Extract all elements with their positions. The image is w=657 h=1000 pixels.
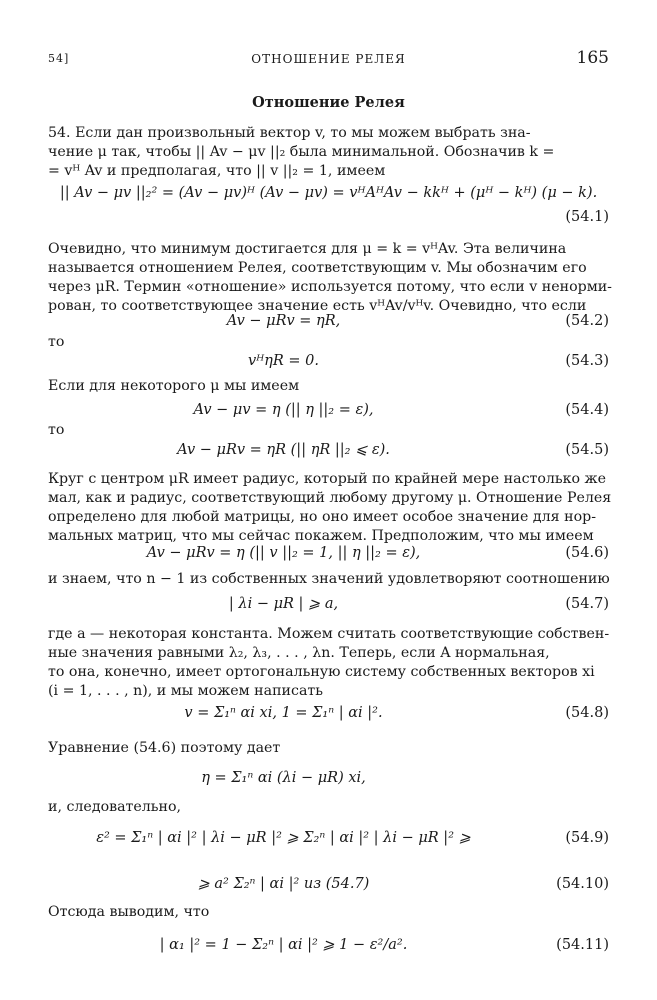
equation-number: (54.5): [565, 442, 609, 458]
equation-54-9: [48, 830, 609, 852]
text-line: (i = 1, . . . , n), и мы можем написать: [48, 683, 323, 699]
page-number: 165: [576, 48, 609, 68]
equation-number: (54.1): [565, 209, 609, 225]
paragraph-8: и, следовательно,: [48, 799, 182, 815]
equation-body: ⩾ a² Σ₂ⁿ | αi |² из (54.7): [197, 876, 370, 892]
paragraph-6: [48, 625, 609, 701]
equation-54-3: [48, 353, 609, 375]
equation-body: Av − μRv = ηR (|| ηR ||₂ ⩽ ε).: [177, 442, 390, 458]
equation-54-2: [48, 313, 609, 335]
equation-number: (54.10): [556, 876, 609, 892]
text-line: = vᴴ Av и предполагая, что || v ||₂ = 1, имеем: [48, 163, 386, 179]
paragraph-2: [48, 240, 612, 316]
equation-body: || Av − μv ||₂² = (Av − μv)ᴴ (Av − μv) = vᴴAᴴAv − kkᴴ + (μᴴ − kᴴ) (μ − k).: [59, 185, 598, 201]
equation-body: η = Σ₁ⁿ αi (λi − μR) xi,: [201, 770, 366, 786]
section-reference: 54]: [48, 52, 70, 65]
text-line: определено для любой матрицы, но оно имеет особое значение для нор-: [48, 509, 597, 525]
equation-number: (54.4): [565, 402, 609, 418]
text-line: где a — некоторая константа. Можем считать соответствующие собствен-: [48, 626, 610, 642]
text-line: мальных матриц, что мы сейчас покажем. Предположим, что мы имеем: [48, 528, 594, 544]
text-line: называется отношением Релея, соответствующим v. Мы обозначим его: [48, 260, 587, 276]
equation-body: | α₁ |² = 1 − Σ₂ⁿ | αi |² ⩾ 1 − ε²/a².: [159, 937, 408, 953]
connector-word: то: [48, 422, 65, 438]
equation-body: v = Σ₁ⁿ αi xi, 1 = Σ₁ⁿ | αi |².: [184, 705, 383, 721]
running-header: [48, 48, 609, 70]
equation-54-11: [48, 937, 609, 959]
paragraph-3: Если для некоторого μ мы имеем: [48, 378, 300, 394]
section-title: Отношение Релея: [252, 94, 405, 111]
equation-body: vᴴηR = 0.: [248, 353, 319, 369]
text-line: то она, конечно, имеет ортогональную систему собственных векторов xi: [48, 664, 595, 680]
equation-body: | λi − μR | ⩾ a,: [228, 596, 339, 612]
paragraph-5: [48, 570, 609, 589]
text-line: Круг с центром μR имеет радиус, который по крайней мере настолько же: [48, 471, 607, 487]
equation-number: (54.7): [565, 596, 609, 612]
equation-54-10: [48, 876, 609, 898]
equation-54-8: [48, 705, 609, 727]
equation-body: Av − μRv = ηR,: [226, 313, 341, 329]
equation-body: Av − μv = η (|| η ||₂ = ε),: [193, 402, 374, 418]
text-line: чение μ так, чтобы || Av − μv ||₂ была минимальной. Обозначив k =: [48, 144, 555, 160]
text-line: Очевидно, что минимум достигается для μ = k = vᴴAv. Эта величина: [48, 241, 567, 257]
equation-unnumbered: [48, 770, 609, 792]
equation-number: (54.11): [556, 937, 609, 953]
equation-54-1: [48, 185, 609, 225]
text-line: мал, как и радиус, соответствующий любому другому μ. Отношение Релея: [48, 490, 612, 506]
equation-body: ε² = Σ₁ⁿ | αi |² | λi − μR |² ⩾ Σ₂ⁿ | αi |² | λi − μR |² ⩾: [96, 830, 471, 846]
equation-body: Av − μRv = η (|| v ||₂ = 1, || η ||₂ = ε),: [146, 545, 421, 561]
text-line: рован, то соответствующее значение есть vᴴAv/vᴴv. Очевидно, что если: [48, 298, 587, 314]
equation-54-7: [48, 596, 609, 618]
paragraph-7: Уравнение (54.6) поэтому дает: [48, 740, 281, 756]
equation-number: (54.9): [565, 830, 609, 846]
equation-54-4: [48, 402, 609, 424]
connector-word: то: [48, 334, 65, 350]
paragraph-1: [48, 124, 609, 181]
text-line: 54. Если дан произвольный вектор v, то мы можем выбрать зна-: [48, 125, 531, 141]
equation-number: (54.3): [565, 353, 609, 369]
equation-number: (54.2): [565, 313, 609, 329]
text-line: ные значения равными λ₂, λ₃, . . . , λn. Теперь, если A нормальная,: [48, 645, 550, 661]
equation-number: (54.8): [565, 705, 609, 721]
text-line: через μR. Термин «отношение» используется потому, что если v ненорми-: [48, 279, 612, 295]
running-title: ОТНОШЕНИЕ РЕЛЕЯ: [251, 52, 406, 66]
equation-54-5: [48, 442, 609, 464]
text-line: и знаем, что n − 1 из собственных значений удовлетворяют соотношению: [48, 571, 610, 587]
equation-number: (54.6): [565, 545, 609, 561]
equation-54-6: [48, 545, 609, 567]
paragraph-9: Отсюда выводим, что: [48, 904, 210, 920]
paragraph-4: [48, 470, 612, 546]
